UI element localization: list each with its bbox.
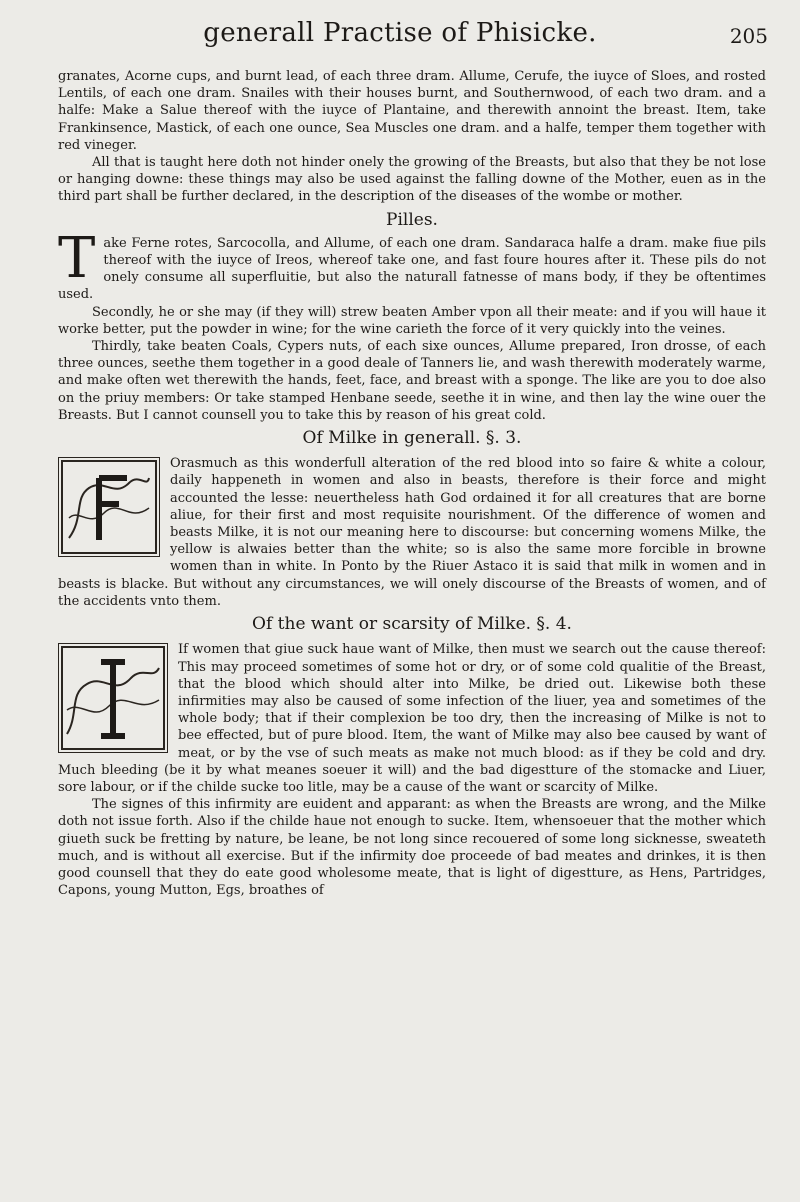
woodcut-initial-ornament-2 [58, 643, 168, 753]
ornament-f-icon [59, 458, 159, 556]
ornament-i-icon [59, 644, 167, 752]
pilles-paragraph-2: Secondly, he or she may (if they will) strew beaten Amber vpon all their meate: and if you will haue it worke better, put the powder in wine; for the wine carieth the force of it very quickly into the veines. [58, 304, 766, 337]
pilles-section [58, 225, 766, 424]
section-heading-want-of-milke: Of the want or scarsity of Milke. §. 4. [252, 614, 572, 635]
page-header [0, 18, 800, 58]
drop-cap-t: T [58, 225, 96, 291]
running-title: generall Practise of Phisicke. [203, 18, 597, 48]
paragraph-note: All that is taught here doth not hinder onely the growing of the Breasts, but also that they be not lose or hanging downe: these things may also be used against the falling downe of the Mother, euen as in the third part shall be further declared, in the description of the diseases of the wombe or mother. [58, 155, 766, 205]
pilles-paragraph-1: ake Ferne rotes, Sarcocolla, and Allume, of each one dram. Sandaraca halfe a dram. make fiue pils thereof with the iuyce of Ireos, whereof take one, and fast foure houres after it. These pils do not onely consume all superfluitie, but also the naturall fatnesse of mans body, if they be oftentimes used. [58, 235, 766, 303]
section-heading-milke: Of Milke in generall. §. 3. [302, 428, 522, 449]
text-body [58, 68, 766, 899]
paragraph-recipe-continued: granates, Acorne cups, and burnt lead, of each three dram. Allume, Cerufe, the iuyce of Sloes, and rosted Lentils, of each one dram. Snailes with their houses burnt, and Southernwood, of each two dram. and a halfe: Make a Salue thereof with the iuyce of Plantaine, and therewith annoint the breast. Item, take Frankinsence, Mastick, of each one ounce, Sea Muscles one dram. and a halfe, temper them together with red vineger. [58, 69, 766, 153]
want-paragraph-1: If women that giue suck haue want of Milke, then must we search out the cause thereof: This may proceed sometimes of some hot or dry, or of some cold qualitie of the Breast, that the blood which should alter into Milke, be dried out. Likewise both these infirmities may also be caused of some infection of the liuer, yea and sometimes of the whole body; that if their complexion be too dry, then the increasing of Milke is not to bee effected, but of pure blood. Item, the want of Milke may also bee caused by want of meat, or by the vse of such meats as make not much blood: as if they be cold and dry. Much bleeding (be it by what meanes soeuer it will) and the bad digestture of the stomacke and Liuer, sore labour, or if the childe sucke too litle, may be a cause of the want or scarcity of Milke. [58, 642, 766, 795]
pilles-paragraph-3: Thirdly, take beaten Coals, Cypers nuts, of each sixe ounces, Allume prepared, Iron drosse, of each three ounces, seethe them together in a good deale of Tanners lie, and wash therewith moderately warme, and make often wet therewith the hands, feet, face, and breast with a sponge. The like are you to doe also on the priuy members: Or take stamped Henbane seede, seethe it in wine, and then lay the wine ouer the Breasts. But I cannot counsell you to take this by reason of his great cold. [58, 339, 766, 423]
woodcut-initial-ornament [58, 457, 160, 557]
want-paragraph-2: The signes of this infirmity are euident and apparant: as when the Breasts are wrong, and the Milke doth not issue forth. Also if the childe haue not enough to sucke. Item, whensoeuer that the mother which giueth suck be fretting by nature, be leane, be not long since recouered of some long sicknesse, sweateth much, and is without all exercise. But if the infirmity doe proceede of bad meates and drinkes, it is then good counsell that they do eate good wholesome meate, that is light of digestture, as Hens, Partridges, Capons, young Mutton, Egs, broathes of [58, 797, 766, 899]
section-heading-pilles: Pilles. [386, 209, 438, 230]
milke-section [58, 455, 766, 610]
want-section [58, 641, 766, 899]
milke-paragraph: Orasmuch as this wonderfull alteration of the red blood into so faire & white a colour, daily happeneth in women and also in beasts, therefore is their force and might accounted the lesse: neuertheless hath God ordained it for all creatures that are borne aliue, for their first and most requisite nourishment. Of the difference of women and beasts Milke, it is not our meaning here to discourse: but concerning womens Milke, the yellow is alwaies better than the white; so is also the same more forcible in browne women than in white. In Ponto by the Riuer Astaco it is said that milk in women and in beasts is blacke. But without any circumstances, we will onely discourse of the Breasts of women, and of the accidents vnto them. [58, 456, 766, 609]
page-number: 205 [729, 24, 768, 48]
